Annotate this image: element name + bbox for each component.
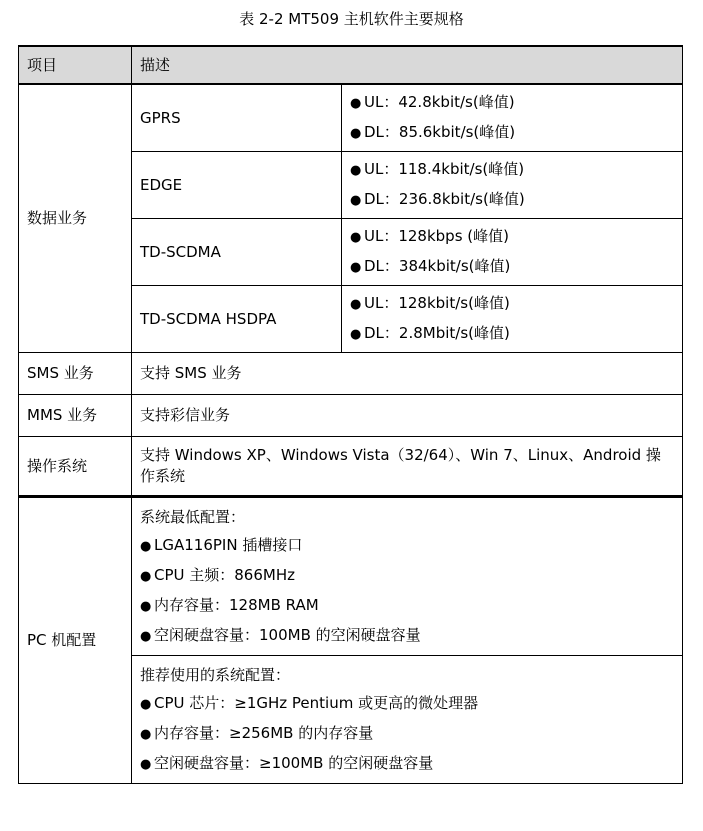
rate-cell: [342, 151, 683, 218]
table-header-row: [19, 46, 683, 84]
bullet-icon: ●: [350, 296, 362, 312]
min-item: 内存容量：128MB RAM: [154, 595, 319, 614]
ul-rate: UL：128kbps (峰值): [364, 226, 509, 245]
dl-rate: DL：2.8Mbit/s(峰值): [364, 323, 510, 342]
bullet-icon: ●: [140, 726, 152, 742]
mms-desc: 支持彩信业务: [132, 394, 683, 436]
table-caption: 表 2-2 MT509 主机软件主要规格: [239, 10, 464, 28]
table-row: [19, 436, 683, 496]
min-item: 空闲硬盘容量：100MB 的空闲硬盘容量: [154, 625, 421, 644]
table-row: [19, 394, 683, 436]
rate-cell: [342, 218, 683, 285]
bullet-icon: ●: [140, 568, 152, 584]
tech-name: TD-SCDMA: [132, 218, 342, 285]
bullet-icon: ●: [140, 756, 152, 772]
bullet-icon: ●: [140, 538, 152, 554]
mms-label: MMS 业务: [19, 394, 132, 436]
table-row: [19, 84, 683, 151]
dl-rate: DL：236.8kbit/s(峰值): [364, 189, 525, 208]
min-config: [132, 498, 682, 655]
sms-desc: 支持 SMS 业务: [132, 352, 683, 394]
tech-name: EDGE: [132, 151, 342, 218]
table-row: [19, 496, 683, 783]
bullet-icon: ●: [140, 628, 152, 644]
bullet-icon: ●: [350, 326, 362, 342]
bullet-icon: ●: [140, 598, 152, 614]
dl-rate: DL：85.6kbit/s(峰值): [364, 122, 516, 141]
bullet-icon: ●: [350, 95, 362, 111]
tech-name: GPRS: [132, 84, 342, 151]
ul-rate: UL：118.4kbit/s(峰值): [364, 159, 525, 178]
bullet-icon: ●: [140, 696, 152, 712]
dl-rate: DL：384kbit/s(峰值): [364, 256, 511, 275]
os-label: 操作系统: [19, 436, 132, 496]
min-item: LGA116PIN 插槽接口: [154, 535, 303, 554]
rec-item: 内存容量：≥256MB 的内存容量: [154, 723, 374, 742]
pc-label: PC 机配置: [19, 496, 132, 783]
spec-table: [18, 45, 683, 784]
header-item: 项目: [19, 46, 132, 84]
data-service-label: 数据业务: [19, 84, 132, 352]
header-desc: 描述: [132, 46, 683, 84]
bullet-icon: ●: [350, 259, 362, 275]
bullet-icon: ●: [350, 125, 362, 141]
tech-name: TD-SCDMA HSDPA: [132, 285, 342, 352]
min-item: CPU 主频：866MHz: [154, 565, 295, 584]
ul-rate: UL：128kbit/s(峰值): [364, 293, 510, 312]
rec-item: 空闲硬盘容量：≥100MB 的空闲硬盘容量: [154, 753, 434, 772]
bullet-icon: ●: [350, 229, 362, 245]
ul-rate: UL：42.8kbit/s(峰值): [364, 92, 515, 111]
bullet-icon: ●: [350, 162, 362, 178]
pc-desc: [132, 496, 683, 783]
rec-config: [132, 655, 682, 783]
rec-item: CPU 芯片：≥1GHz Pentium 或更高的微处理器: [154, 693, 479, 712]
os-desc: 支持 Windows XP、Windows Vista（32/64）、Win 7、Linux、Android 操作系统: [132, 436, 683, 496]
min-config-title: 系统最低配置：: [140, 507, 246, 526]
sms-label: SMS 业务: [19, 352, 132, 394]
rec-config-title: 推荐使用的系统配置：: [140, 665, 291, 684]
rate-cell: [342, 84, 683, 151]
table-row: [19, 352, 683, 394]
rate-cell: [342, 285, 683, 352]
bullet-icon: ●: [350, 192, 362, 208]
